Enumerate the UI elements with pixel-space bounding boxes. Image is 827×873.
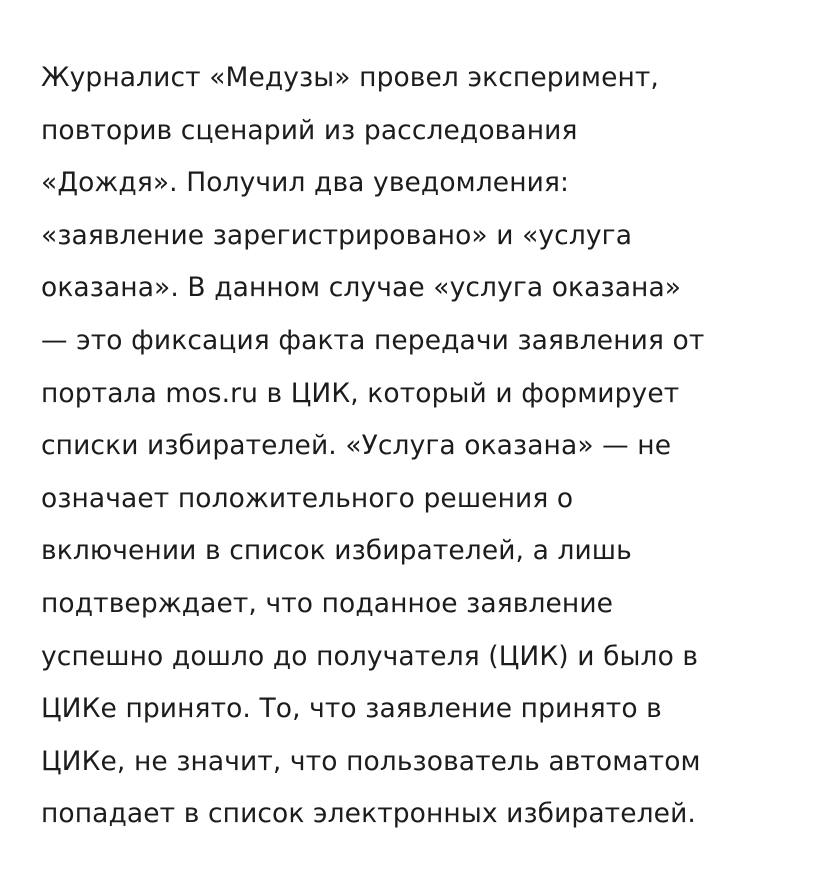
paragraph-line: оказана». В данном случае «услуга оказана» xyxy=(41,272,682,304)
paragraph-line: «Дождя». Получил два уведомления: xyxy=(41,167,570,199)
paragraph-line: подтверждает, что поданное заявление xyxy=(41,587,614,619)
paragraph-line: — это фиксация факта передачи заявления от xyxy=(41,324,705,356)
paragraph-line: попадает в список электронных избирателей. xyxy=(41,798,696,830)
paragraph-line: включении в список избирателей, а лишь xyxy=(41,535,632,567)
paragraph-line: успешно дошло до получателя (ЦИК) и было в xyxy=(41,640,699,672)
paragraph-line: Журналист «Медузы» провел эксперимент, xyxy=(41,62,659,93)
paragraph-line: ЦИКе, не значит, что пользователь автоматом xyxy=(41,745,701,777)
paragraph-line: повторив сценарий из расследования xyxy=(41,114,578,146)
paragraph-line: портала mos.ru в ЦИК, который и формирует xyxy=(41,377,680,409)
paragraph-line: означает положительного решения о xyxy=(41,482,574,514)
paragraph-line: списки избирателей. «Услуга оказана» — не xyxy=(41,430,672,462)
paragraph-line: ЦИКе принято. То, что заявление принято в xyxy=(41,693,662,725)
article-paragraph xyxy=(41,52,801,841)
paragraph-line: «заявление зарегистрировано» и «услуга xyxy=(41,219,633,251)
